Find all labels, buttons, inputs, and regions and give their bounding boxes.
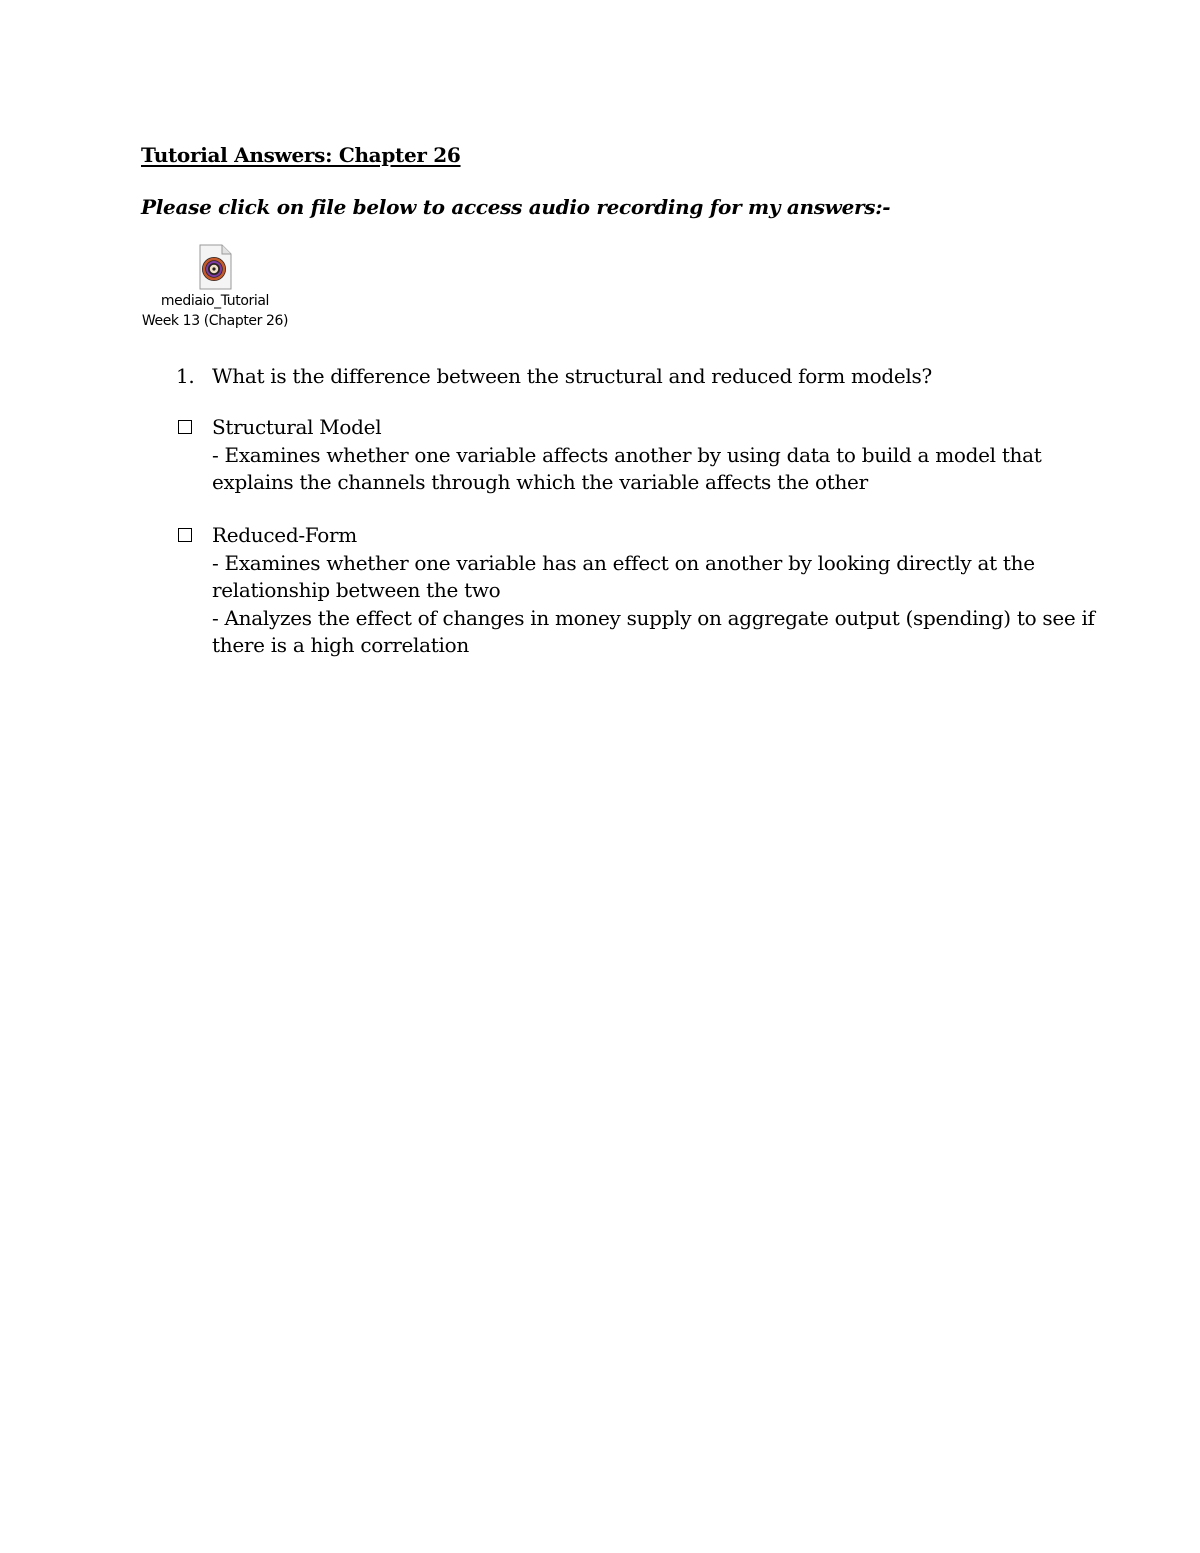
answer-line: relationship between the two (212, 578, 501, 602)
checkbox-bullet-icon (178, 420, 192, 434)
question-number: 1. (176, 364, 195, 388)
answer-heading: Reduced-Form (212, 523, 357, 547)
answer-heading: Structural Model (212, 415, 382, 439)
attachment-label-line1: mediaio_Tutorial (160, 293, 270, 309)
attachment-label-line2: Week 13 (Chapter 26) (141, 313, 289, 329)
answer-line: there is a high correlation (212, 633, 469, 657)
answer-structural-model (176, 414, 1076, 497)
audio-attachment[interactable] (130, 244, 300, 331)
checkbox-bullet-icon (178, 528, 192, 542)
answer-line: - Analyzes the effect of changes in money supply on aggregate output (spending) to see if (212, 605, 1095, 630)
answer-line: - Examines whether one variable has an effect on another by looking directly at the (212, 550, 1035, 575)
instruction-text: Please click on file below to access audio recording for my answers:- (141, 195, 891, 219)
question-text: What is the difference between the structural and reduced form models? (212, 364, 932, 388)
question-1 (176, 364, 932, 388)
answer-line: explains the channels through which the variable affects the other (212, 470, 868, 494)
answer-line: - Examines whether one variable affects another by using data to build a model that (212, 442, 1042, 467)
audio-file-icon (198, 244, 232, 290)
document-title: Tutorial Answers: Chapter 26 (141, 143, 461, 167)
answer-reduced-form (176, 522, 1095, 660)
